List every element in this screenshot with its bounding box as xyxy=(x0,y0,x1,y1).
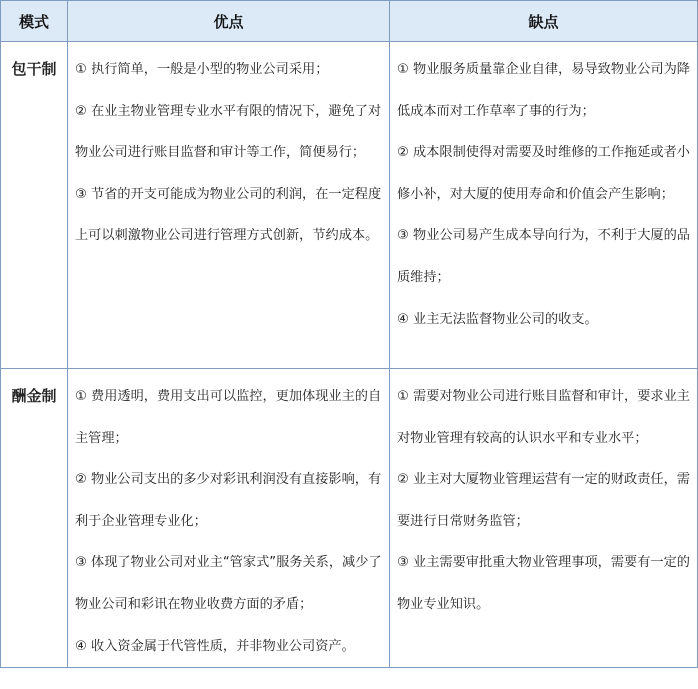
list-item: ③ 体现了物业公司对业主“管家式”服务关系，减少了物业公司和彩讯在物业收费方面的矛盾； xyxy=(75,555,382,612)
cons-cell xyxy=(390,42,698,369)
list-item: ① 物业服务质量靠企业自律，易导致物业公司为降低成本而对工作草率了事的行为； xyxy=(397,62,690,119)
cons-cell xyxy=(390,369,698,668)
list-item: ② 业主对大厦物业管理运营有一定的财政责任，需要进行日常财务监管； xyxy=(397,472,690,529)
header-cons: 缺点 xyxy=(390,1,698,42)
list-item: ① 费用透明，费用支出可以监控，更加体现业主的自主管理； xyxy=(75,389,382,446)
list-item: ③ 业主需要审批重大物业管理事项，需要有一定的物业专业知识。 xyxy=(397,555,690,612)
mode-cell: 酬金制 xyxy=(1,369,68,668)
table-row-lump-sum xyxy=(1,42,698,369)
list-item: ② 物业公司支出的多少对彩讯利润没有直接影响，有利于企业管理专业化； xyxy=(75,472,382,529)
header-pros: 优点 xyxy=(68,1,390,42)
pros-cell xyxy=(68,369,390,668)
list-item: ③ 节省的开支可能成为物业公司的利润，在一定程度上可以刺激物业公司进行管理方式创新，节约成本。 xyxy=(75,186,382,244)
list-item: ① 执行简单，一般是小型的物业公司采用； xyxy=(75,62,329,77)
pros-cell xyxy=(68,42,390,369)
list-item: ④ 收入资金属于代管性质，并非物业公司资产。 xyxy=(75,638,355,654)
list-item: ② 成本限制使得对需要及时维修的工作拖延或者小修小补，对大厦的使用寿命和价值会产生影响； xyxy=(397,145,690,202)
list-item: ④ 业主无法监督物业公司的收支。 xyxy=(397,311,598,327)
list-item: ① 需要对物业公司进行账目监督和审计，要求业主对物业管理有较高的认识水平和专业水平； xyxy=(397,389,690,446)
header-mode: 模式 xyxy=(1,1,68,42)
table-row-commission xyxy=(1,369,698,668)
list-item: ② 在业主物业管理专业水平有限的情况下，避免了对物业公司进行账目监督和审计等工作，简便易行； xyxy=(75,103,382,161)
list-item: ③ 物业公司易产生成本导向行为，不利于大厦的品质维持； xyxy=(397,228,690,285)
header-row xyxy=(1,1,698,42)
mode-cell: 包干制 xyxy=(1,42,68,369)
